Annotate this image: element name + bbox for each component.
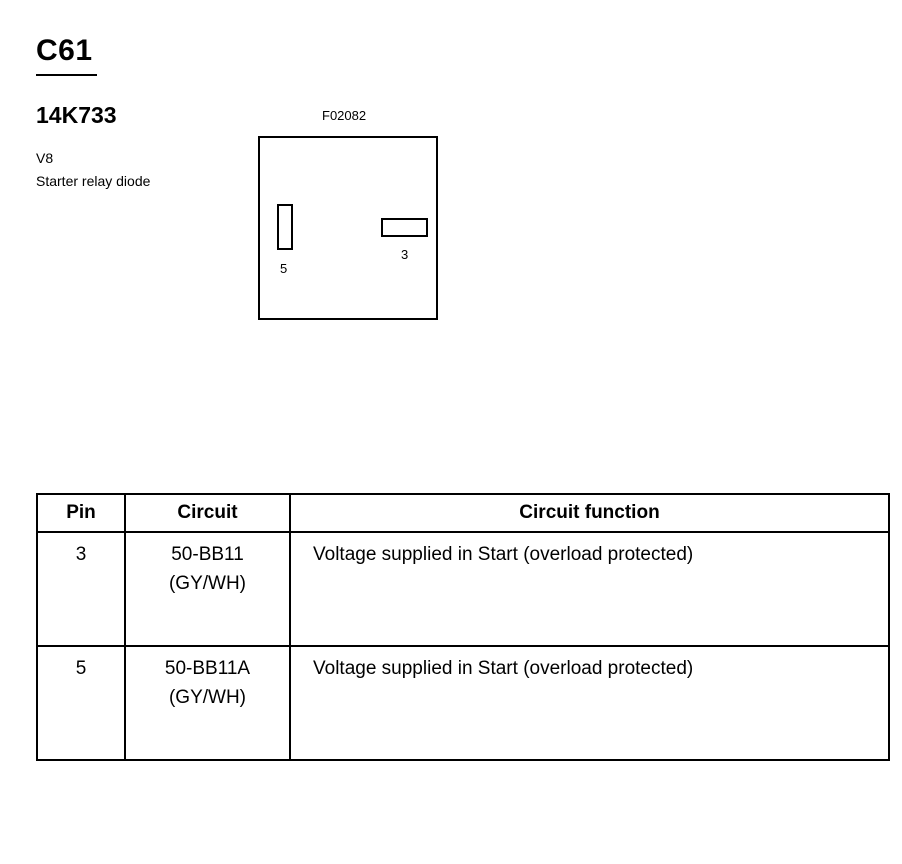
connector-id-underline [36, 74, 97, 76]
circuit-color: (GY/WH) [168, 687, 247, 708]
circuit-color: (GY/WH) [168, 573, 247, 594]
pin-3-label: 3 [401, 247, 409, 262]
engine-label: V8 [36, 150, 54, 166]
header-pin: Pin [37, 494, 125, 532]
part-number: 14K733 [36, 102, 117, 128]
table-row [37, 646, 889, 760]
table-row [37, 532, 889, 646]
pin-table [36, 493, 890, 761]
table-header-row [37, 494, 889, 532]
pin-5-label: 5 [280, 261, 288, 276]
figure-id: F02082 [322, 108, 367, 123]
cell-circuit [125, 646, 290, 760]
cell-function: Voltage supplied in Start (overload protected) [290, 532, 889, 646]
pin-5-terminal [277, 204, 293, 250]
connector-id: C61 [36, 34, 93, 67]
circuit-code: 50-BB11 [171, 544, 244, 565]
component-description: Starter relay diode [36, 173, 151, 189]
header-circuit: Circuit [125, 494, 290, 532]
circuit-code: 50-BB11A [164, 658, 251, 679]
pin-3-terminal [381, 218, 428, 237]
cell-pin: 5 [37, 646, 125, 760]
header-function: Circuit function [290, 494, 889, 532]
cell-pin: 3 [37, 532, 125, 646]
cell-circuit [125, 532, 290, 646]
cell-function: Voltage supplied in Start (overload protected) [290, 646, 889, 760]
